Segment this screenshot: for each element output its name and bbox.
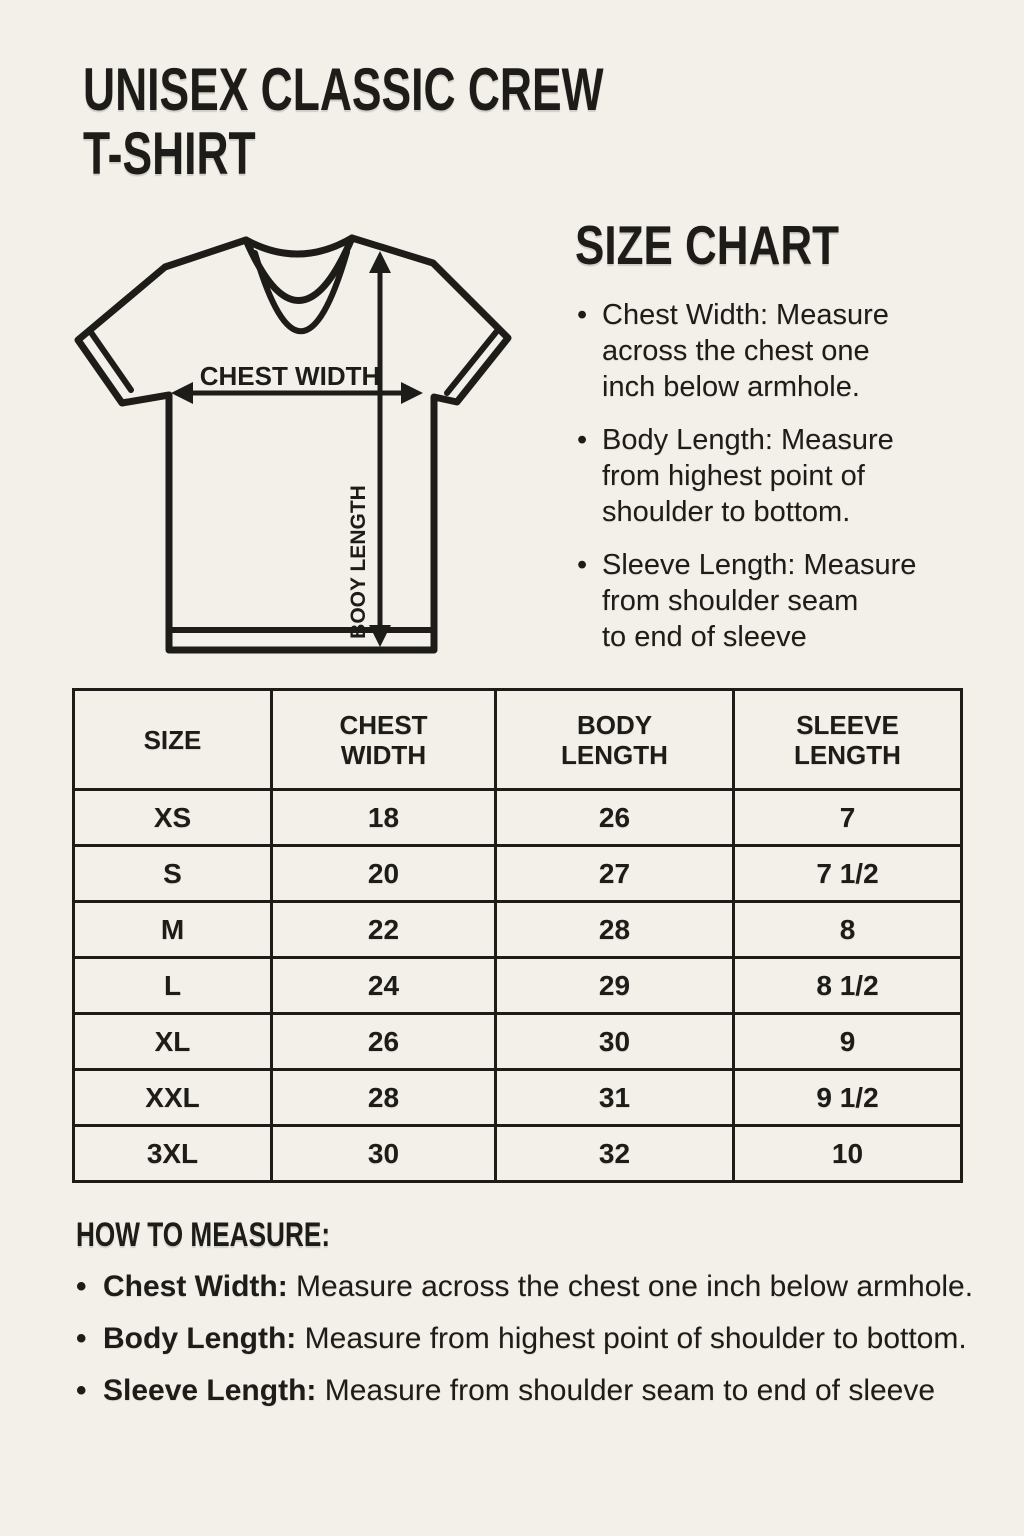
body-cell: 29 [496,958,734,1014]
size-cell: M [74,902,272,958]
size-cell: 3XL [74,1126,272,1182]
sleeve-cell: 8 [734,902,962,958]
header-row [74,690,962,790]
chest-cell: 22 [272,902,496,958]
table-row-3xl [74,1126,962,1182]
bullet-text: Measure from shoulder seam to end of sleeve [324,1374,936,1407]
tshirt-diagram [70,225,520,665]
chest-cell: 24 [272,958,496,1014]
sleeve-cell: 10 [734,1126,962,1182]
col-header-body-length: BODY LENGTH [496,690,734,790]
chest-width-bullet: • Chest Width: Measure across the chest one inch below armhole. [575,297,965,405]
col-header-sleeve-length: SLEEVE LENGTH [734,690,962,790]
how-to-body-length-bullet [76,1322,988,1356]
bullet-label: Body Length: [103,1322,297,1355]
size-chart-heading: SIZE CHART [575,214,839,276]
col-header-chest-width: CHEST WIDTH [272,690,496,790]
body-cell: 26 [496,790,734,846]
body-length-bullet: • Body Length: Measure from highest point of shoulder to bottom. [575,422,965,530]
how-to-chest-width-bullet [76,1270,988,1304]
bullet-text: Measure from highest point of shoulder to bottom. [304,1322,967,1355]
bullet-label: Chest Width: [103,1270,288,1303]
chest-width-diagram-label: CHEST WIDTH [199,361,381,391]
body-length-arrow [369,251,391,647]
table-row-xl [74,1014,962,1070]
how-to-measure-bullet-list [76,1270,988,1408]
body-cell: 27 [496,846,734,902]
page-title [83,58,604,186]
sleeve-length-bullet: • Sleeve Length: Measure from shoulder seam to end of sleeve [575,547,965,655]
table-row-s [74,846,962,902]
bullet-label: Sleeve Length: [103,1374,317,1407]
collar-back-line [246,238,352,254]
how-to-measure-heading: HOW TO MEASURE: [76,1216,331,1254]
bullet-text: Measure across the chest one inch below armhole. [296,1270,974,1303]
size-cell: XL [74,1014,272,1070]
col-header-size: SIZE [74,690,272,790]
body-cell: 31 [496,1070,734,1126]
size-table-header [74,690,962,790]
table-row-xxl [74,1070,962,1126]
size-cell: XS [74,790,272,846]
sleeve-cell: 9 [734,1014,962,1070]
size-chart-info [575,214,965,672]
size-cell: S [74,846,272,902]
chest-cell: 20 [272,846,496,902]
chest-cell: 26 [272,1014,496,1070]
sleeve-cell: 9 1/2 [734,1070,962,1126]
table-row-m [74,902,962,958]
how-to-sleeve-length-bullet [76,1374,988,1408]
sleeve-cell: 7 [734,790,962,846]
collar-rib-line [255,252,347,331]
size-cell: XXL [74,1070,272,1126]
size-chart-bullet-list [575,297,965,655]
size-table-body [74,790,962,1182]
table-row-l [74,958,962,1014]
body-cell: 32 [496,1126,734,1182]
tshirt-outline-graphic [70,225,520,665]
sleeve-cell: 8 1/2 [734,958,962,1014]
chest-cell: 18 [272,790,496,846]
page-title-line1: UNISEX CLASSIC CREW [83,56,604,123]
body-cell: 28 [496,902,734,958]
size-cell: L [74,958,272,1014]
table-row-xs [74,790,962,846]
body-cell: 30 [496,1014,734,1070]
sleeve-cell: 7 1/2 [734,846,962,902]
page-title-line2: T-SHIRT [83,120,256,187]
chest-cell: 28 [272,1070,496,1126]
size-table [72,688,963,1183]
how-to-measure [76,1216,988,1426]
body-length-diagram-label: BOOY LENGTH [347,485,370,639]
chest-cell: 30 [272,1126,496,1182]
